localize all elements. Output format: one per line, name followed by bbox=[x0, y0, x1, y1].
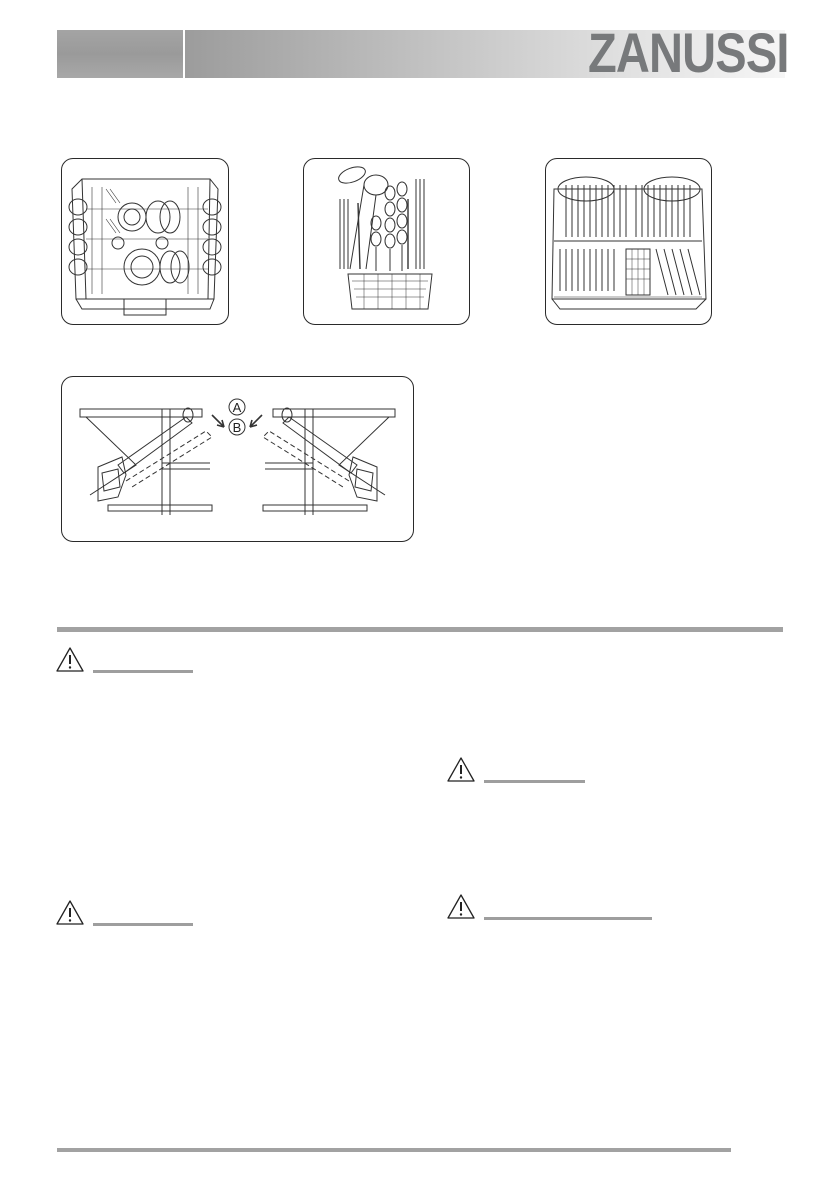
height-adjust-figure bbox=[61, 376, 414, 542]
warning-block-2 bbox=[446, 756, 646, 786]
warning-block-1 bbox=[55, 646, 255, 676]
section-divider bbox=[57, 627, 783, 632]
warning-heading-underline bbox=[484, 780, 585, 783]
warning-triangle-icon bbox=[446, 756, 476, 783]
footer-divider bbox=[57, 1148, 731, 1152]
warning-heading-underline bbox=[484, 917, 652, 920]
warning-triangle-icon bbox=[446, 893, 476, 920]
warning-heading-underline bbox=[93, 670, 193, 673]
warning-triangle-icon bbox=[55, 646, 85, 673]
cutlery-basket-figure bbox=[303, 158, 470, 325]
warning-triangle-icon bbox=[55, 899, 85, 926]
brand-logo: ZANUSSI bbox=[588, 21, 789, 84]
warning-block-3 bbox=[55, 899, 255, 929]
label-a: A bbox=[232, 400, 242, 415]
basket-height-adjustment-illustration bbox=[62, 377, 413, 541]
label-b: B bbox=[232, 420, 242, 435]
upper-basket-figure bbox=[61, 158, 229, 325]
lower-basket-loaded-illustration bbox=[546, 159, 711, 324]
header-tab-block bbox=[57, 30, 183, 78]
warning-block-4 bbox=[446, 893, 666, 923]
warning-heading-underline bbox=[93, 923, 193, 926]
upper-basket-loaded-illustration bbox=[62, 159, 228, 324]
lower-basket-figure bbox=[545, 158, 712, 325]
cutlery-basket-illustration bbox=[304, 159, 469, 324]
